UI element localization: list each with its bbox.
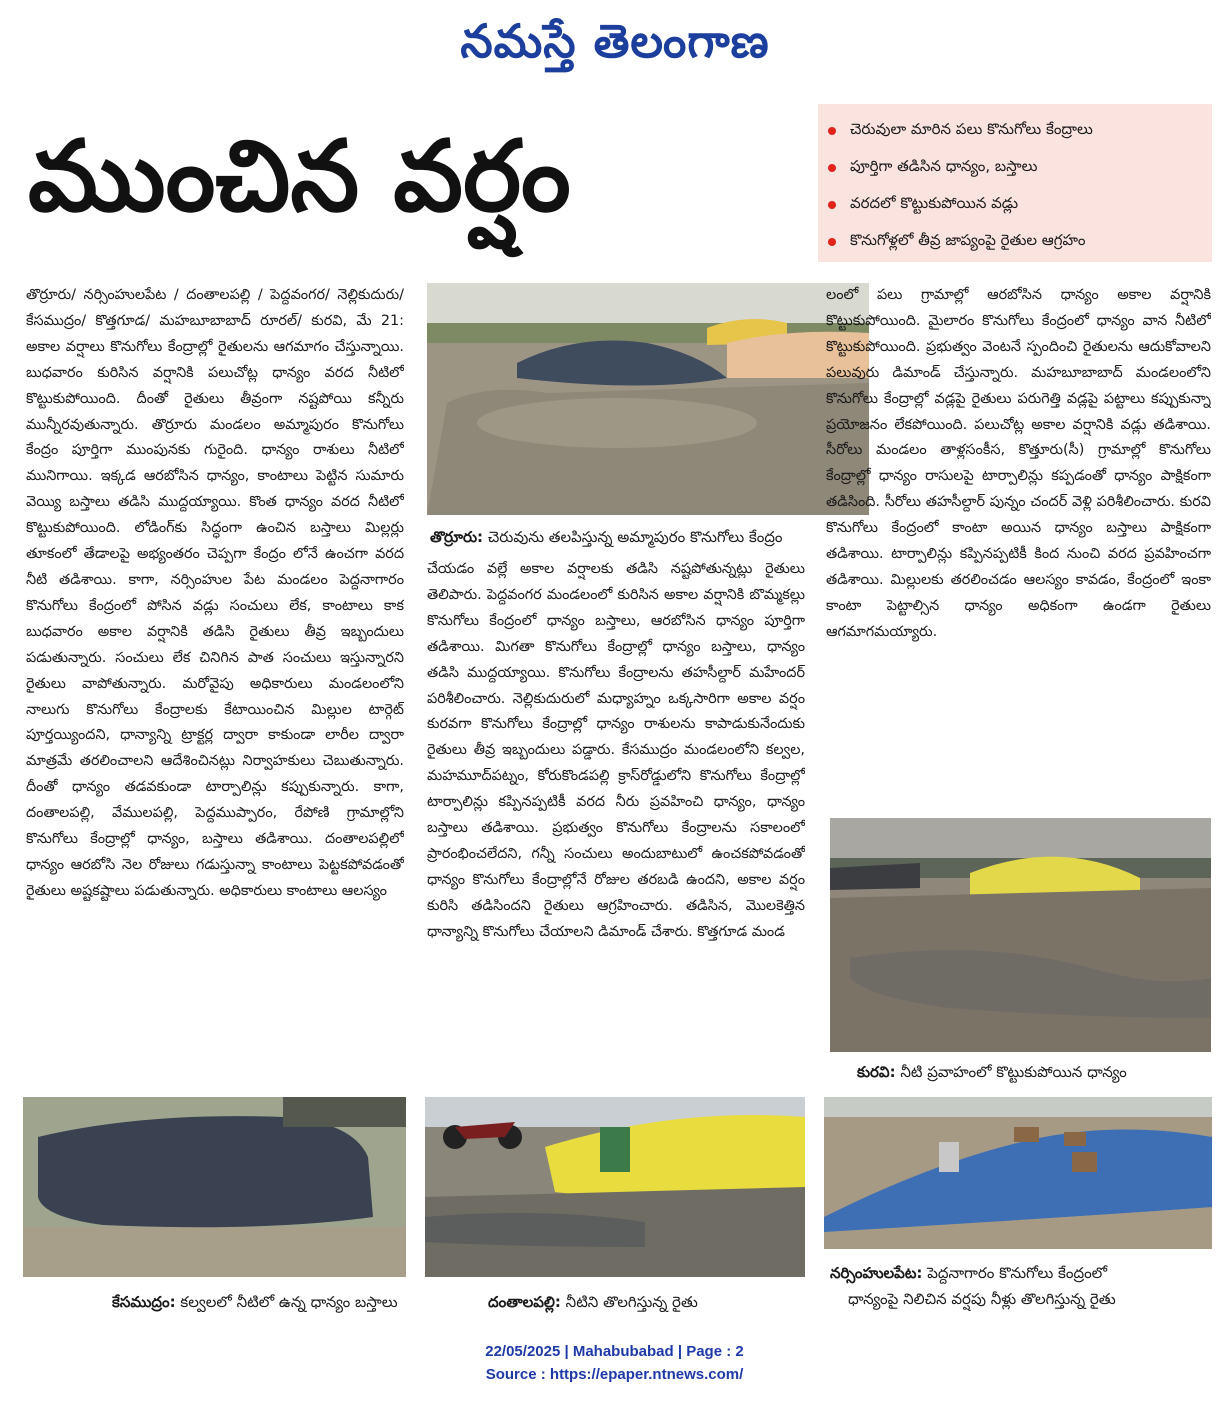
article-text: లంలో పలు గ్రామాల్లో ఆరబోసిన ధాన్యం అకాల వర్షానికి కొట్టుకుపోయింది. మైలారం కొనుగోలు కేంద్రంలో ధాన్యం వాన నీటిలో కొట్టుకుపోయింది. ప్రభుత్వం వెంటనే స్పందించి రైతులను ఆదుకోవాలని పలువురు డిమాండ్ చేస్తున్నారు. మహబూబాబాద్ మండలంలోని కొనుగోలు కేంద్రాల్లో వడ్లపై రైతులు పరుగెత్తి వడ్లపై పట్టాలు కప్పుకున్నా ప్రయోజనం లేకపోయింది. పలుచోట్ల అకాల వర్షానికి వడ్లు తడిశాయి. సీరోలు మండలం తాళ్లసంకీస, కొత్తూరు(సీ) గ్రామాల్లో కొనుగోలు కేంద్రాల్లో ధాన్యం రాసులపై టార్పాలిన్లు కప్పడంతో ధాన్యం పాక్షికంగా తడిసింది. సీరోలు తహసీల్దార్ పున్నం చందర్ వెళ్లి పరిశీలించారు. కురవి కొనుగోలు కేంద్రంలో కాంటా అయిన ధాన్యం బస్తాలు పాక్షికంగా తడిశాయి. టార్పాలిన్లు కప్పినప్పటికీ కింద నుంచి వరద ప్రవహించగా తడిశాయి. మిల్లులకు తరలించడం ఆలస్యం కావడం, కేంద్రంలో ఇంకా కాంటా పెట్టాల్సిన ధాన్యం అధికంగా ఉండగా రైతులు ఆగమాగమయ్యారు. [826, 287, 1211, 640]
caption-text: నీటి ప్రవాహంలో కొట్టుకుపోయిన ధాన్యం [900, 1063, 1127, 1081]
footer-source: Source : https://epaper.ntnews.com/ [485, 1366, 744, 1383]
caption-text: నీటిని తొలగిస్తున్న రైతు [565, 1293, 698, 1311]
caption-top [430, 526, 783, 548]
caption-text: పెద్దనాగారం కొనుగోలు కేంద్రంలో [927, 1264, 1108, 1282]
caption-place: దంతాలపల్లి: [488, 1293, 561, 1311]
highlight-item [828, 149, 1202, 186]
highlights-box [818, 104, 1212, 262]
article-column-3 [826, 283, 1211, 803]
caption-danthalapalli [488, 1291, 698, 1313]
caption-place: కురవి: [857, 1063, 896, 1081]
caption-kesamudram [112, 1291, 398, 1313]
highlight-text: వరదలో కొట్టుకుపోయిన వడ్లు [850, 193, 1019, 212]
caption-text: కల్వలలో నీటిలో ఉన్న ధాన్యం బస్తాలు [180, 1293, 398, 1311]
caption-place: కేసముద్రం: [112, 1293, 176, 1311]
caption-kuravi [857, 1061, 1127, 1083]
highlight-item [828, 186, 1202, 223]
article-column-2 [427, 557, 805, 1089]
article-text: చేయడం వల్లే అకాల వర్షాలకు తడిసి నష్టపోతున్నట్లు రైతులు తెలిపారు. పెద్దవంగర మండలంలో కురిసిన అకాల వర్షానికి బొమ్మకల్లు కొనుగోలు కేంద్రంలో ధాన్యం బస్తాలు, ఆరబోసిన ధాన్యం పూర్తిగా తడిశాయి. మిగతా కొనుగోలు కేంద్రాల్లో ధాన్యం బస్తాలు, ధాన్యం తడిసి ముద్దయ్యాయి. కొనుగోలు కేంద్రాలను తహసీల్దార్ మహేందర్ పరిశీలించారు. నెల్లికుదురులో మధ్యాహ్నం ఒక్కసారిగా అకాల వర్షం కురవగా కొనుగోలు కేంద్రాల్లో ధాన్యం రాశులను కాపాడుకునేందుకు రైతులు తీవ్ర ఇబ్బందులు పడ్డారు. కేసముద్రం మండలంలోని కల్వల, మహమూద్‌పట్నం, కోరుకొండపల్లి క్రాస్‌రోడ్డులోని కొనుగోలు కేంద్రాల్లో టార్పాలిన్లు కప్పినప్పటికీ వరద నీరు ప్రవహించి ధాన్యం, ధాన్యం బస్తాలు తడిశాయి. ప్రభుత్వం కొనుగోలు కేంద్రాలను సకాలంలో ప్రారంభించలేదని, గన్నీ సంచులు అందుబాటులో ఉంచకపోవడంతో ధాన్యం కొనుగోలు కేంద్రాల్లోనే రోజుల తరబడి ఉందని, అకాల వర్షం కురిసి తడిసిందని రైతులు ఆగ్రహించారు. తడిసిన, మొలకెత్తిన ధాన్యాన్ని కొనుగోలు చేయాలని డిమాండ్ చేశారు. కొత్తగూడ మండ [427, 561, 805, 940]
footer-date-edition: 22/05/2025 | Mahabubabad | Page : 2 [485, 1343, 744, 1360]
caption-place: తొర్రూరు: [430, 528, 484, 546]
bullet-icon [828, 238, 836, 246]
highlight-text: చెరువులా మారిన పలు కొనుగోలు కేంద్రాలు [850, 119, 1093, 138]
highlight-item [828, 112, 1202, 149]
highlight-text: పూర్తిగా తడిసిన ధాన్యం, బస్తాలు [850, 156, 1038, 175]
highlight-item [828, 223, 1202, 260]
photo-kesamudram [23, 1097, 406, 1277]
article-column-1 [26, 283, 404, 1089]
masthead-logo: నమస్తే తెలంగాణ [460, 14, 770, 68]
caption-place: నర్సింహులపేట: [830, 1264, 923, 1282]
photo-flooded-center [427, 283, 869, 515]
highlight-text: కొనుగోళ్లలో తీవ్ర జాప్యంపై రైతుల ఆగ్రహం [850, 230, 1086, 249]
photo-danthalapalli [425, 1097, 805, 1277]
bullet-icon [828, 201, 836, 209]
article-text: తొర్రూరు/ నర్సింహులపేట / దంతాలపల్లి / పెద్దవంగర/ నెల్లికుదురు/ కేసముద్రం/ కొత్తగూడ/ మహబూబాబాద్ రూరల్/ కురవి, మే 21: అకాల వర్షాలు కొనుగోలు కేంద్రాల్లో రైతులను ఆగమాగం చేస్తున్నాయి. బుధవారం కురిసిన వర్షానికి పలుచోట్ల ధాన్యం వరద నీటిలో కొట్టుకుపోయింది. దీంతో రైతులు తీవ్రంగా నష్టపోయి కన్నీరు మున్నీరవుతున్నారు. తొర్రూరు మండలం అమ్మాపురం కొనుగోలు కేంద్రం పూర్తిగా ముంపునకు గురైంది. ధాన్యం రాశులు నీటిలో మునిగాయి. ఇక్కడ ఆరబోసిన ధాన్యం, కాంటాలు పెట్టిన సుమారు వెయ్యి బస్తాలు తడిసి ముద్దయ్యాయి. కొంత ధాన్యం వరద నీటిలో కొట్టుకుపోయింది. లోడింగ్‌కు సిద్ధంగా ఉంచిన బస్తాలు మిల్లర్లు తూకంలో తేడాలపై అభ్యంతరం చెప్పగా కేంద్రం లోనే ఉంచగా వరద నీటి తడిశాయి. కాగా, నర్సింహుల పేట మండలం పెద్దనాగారం కొనుగోలు కేంద్రంలో పోసిన వడ్లు సంచులు లేక, కాంటాలు కాక బుధవారం అకాల వర్షానికి తడిసి రైతులు తీవ్ర ఇబ్బందులు పడుతున్నారు. సంచులు లేక చినిగిన పాత సంచులు ఇస్తున్నారని రైతులు వాపోతున్నారు. మరోవైపు అధికారులు మండలంలోని నాలుగు కొనుగోలు కేంద్రాలకు కేటాయించిన మిల్లుల టార్గెట్ పూర్తయ్యిందని, ధాన్యాన్ని ట్రాక్టర్ల ద్వారా కాకుండా లారీల ద్వారా మాత్రమే తరలించాలని ఆదేశించినట్లు నిర్వాహకులు చెబుతున్నారు. దీంతో ధాన్యం తడవకుండా టార్పాలిన్లు కప్పుకున్నారు. కాగా, దంతాలపల్లి, వేములపల్లి, పెద్దముప్పారం, రేపోణి గ్రామాల్లోని కొనుగోలు కేంద్రాల్లో ధాన్యం, బస్తాలు తడిశాయి. దంతాలపల్లిలో ధాన్యం ఆరబోసి నెల రోజులు గడుస్తున్నా కాంటాలు పెట్టకపోవడంతో రైతులు అష్టకష్టాలు పడుతున్నారు. అధికారులు కాంటాలు ఆలస్యం [26, 287, 404, 899]
caption-narsimhulapet-line-2: ధాన్యంపై నిలిచిన వర్షపు నీళ్లు తొలగిస్తున్న రైతు [848, 1290, 1116, 1308]
caption-narsimhulapet [830, 1262, 1107, 1284]
bullet-icon [828, 164, 836, 172]
photo-kuravi [830, 818, 1211, 1052]
caption-text: చెరువును తలపిస్తున్న అమ్మాపురం కొనుగోలు కేంద్రం [487, 528, 783, 546]
headline: ముంచిన వర్షం [28, 120, 571, 234]
bullet-icon [828, 127, 836, 135]
photo-narsimhulapet [824, 1097, 1212, 1249]
